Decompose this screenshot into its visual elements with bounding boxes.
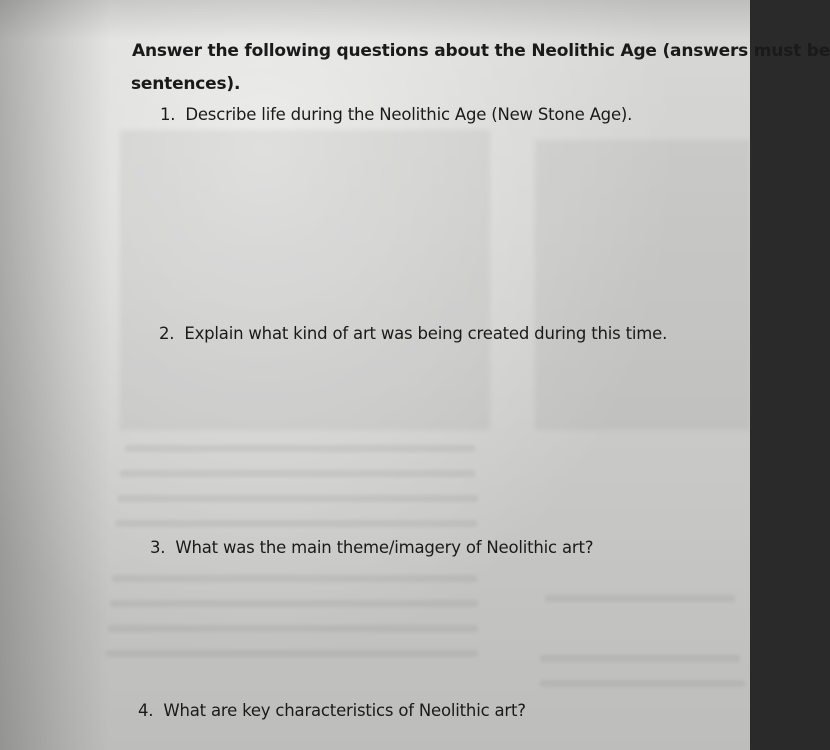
question-text: What was the main theme/imagery of Neolithic art? [175,538,594,557]
show-through-line [106,650,478,657]
show-through-line [108,625,478,632]
show-through-line [118,495,478,502]
question-number: 4. [138,701,154,720]
question-2 [159,324,667,343]
question-4 [138,701,526,720]
show-through-line [110,600,478,607]
question-text: Describe life during the Neolithic Age (New Stone Age). [185,105,633,124]
question-number: 1. [160,105,176,124]
instructions-line-1: Answer the following questions about the Neolithic Age (answers must be [132,41,830,61]
show-through-line [540,680,745,687]
show-through-block-right [535,140,750,430]
question-3 [150,538,593,557]
left-edge-shadow [0,0,110,750]
show-through-line [115,520,477,527]
show-through-line [545,595,735,602]
question-number: 3. [150,538,166,557]
question-text: What are key characteristics of Neolithic art? [163,701,526,720]
show-through-line [112,575,477,582]
question-1 [160,105,632,124]
show-through-line [540,655,740,662]
top-shadow [0,0,750,40]
question-number: 2. [159,324,175,343]
question-text: Explain what kind of art was being created during this time. [184,324,668,343]
show-through-block-left [120,130,490,430]
show-through-line [125,445,475,452]
show-through-line [120,470,475,477]
instructions-line-2: sentences). [131,74,241,94]
